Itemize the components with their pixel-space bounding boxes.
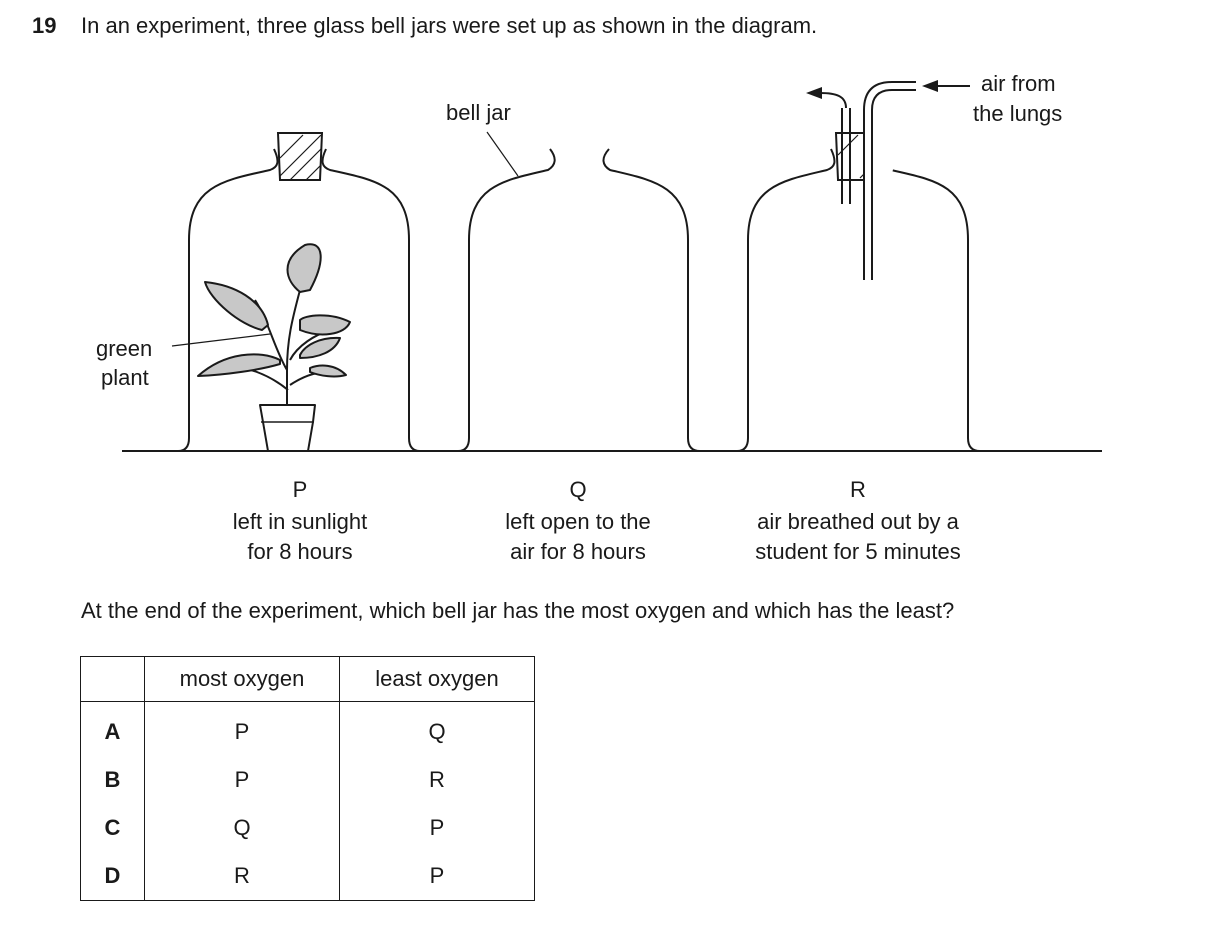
green-plant-label-line1: green [96, 336, 153, 361]
jar-p-caption-line2: for 8 hours [247, 539, 353, 564]
most-oxygen-cell: P [145, 702, 340, 757]
bell-jar-r [737, 149, 980, 451]
air-from-lungs-label-line2: the lungs [973, 101, 1063, 126]
most-oxygen-cell: R [145, 852, 340, 901]
table-header-row [81, 657, 535, 702]
jar-q-letter: Q [569, 477, 587, 502]
option-letter: A [81, 702, 145, 757]
option-letter: B [81, 756, 145, 804]
table-row [81, 804, 535, 852]
least-oxygen-cell: R [340, 756, 535, 804]
question-number: 19 [32, 13, 57, 38]
leaf [310, 366, 346, 377]
question-text: In an experiment, three glass bell jars were set up as shown in the diagram. [81, 13, 818, 38]
most-oxygen-cell: P [145, 756, 340, 804]
leaf [300, 315, 350, 334]
most-oxygen-cell: Q [145, 804, 340, 852]
plant-pot [260, 405, 315, 451]
air-from-lungs-label-line1: air from [981, 71, 1056, 96]
jar-r-caption-line1: air breathed out by a [757, 509, 959, 534]
bell-jar-label: bell jar [446, 100, 511, 125]
table-row [81, 756, 535, 804]
jar-r-caption-line2: student for 5 minutes [755, 539, 961, 564]
jar-p-letter: P [292, 477, 308, 502]
jar-q-caption-line2: air for 8 hours [510, 539, 646, 564]
bell-jar-q [458, 149, 700, 451]
green-plant-label-line2: plant [101, 365, 149, 390]
table-row [81, 702, 535, 757]
header-blank [81, 657, 145, 702]
leaf [300, 338, 340, 358]
leaf [205, 282, 268, 330]
option-letter: D [81, 852, 145, 901]
option-letter: C [81, 804, 145, 852]
air-out-arrow [820, 93, 846, 108]
leaf [198, 354, 280, 376]
bell-jar-pointer [487, 132, 518, 176]
green-plant [198, 244, 350, 451]
jar-q-caption-line1: left open to the [505, 509, 651, 534]
green-plant-pointer [172, 334, 270, 346]
question-prompt: At the end of the experiment, which bell jar has the most oxygen and which has the least? [81, 598, 955, 623]
jar-p-caption-line1: left in sunlight [232, 509, 368, 534]
least-oxygen-cell: P [340, 852, 535, 901]
header-most-oxygen: most oxygen [145, 657, 340, 702]
header-least-oxygen: least oxygen [340, 657, 535, 702]
least-oxygen-cell: P [340, 804, 535, 852]
jar-r-letter: R [850, 477, 866, 502]
table-row [81, 852, 535, 901]
answer-table [80, 656, 535, 901]
least-oxygen-cell: Q [340, 702, 535, 757]
leaf [288, 244, 321, 292]
